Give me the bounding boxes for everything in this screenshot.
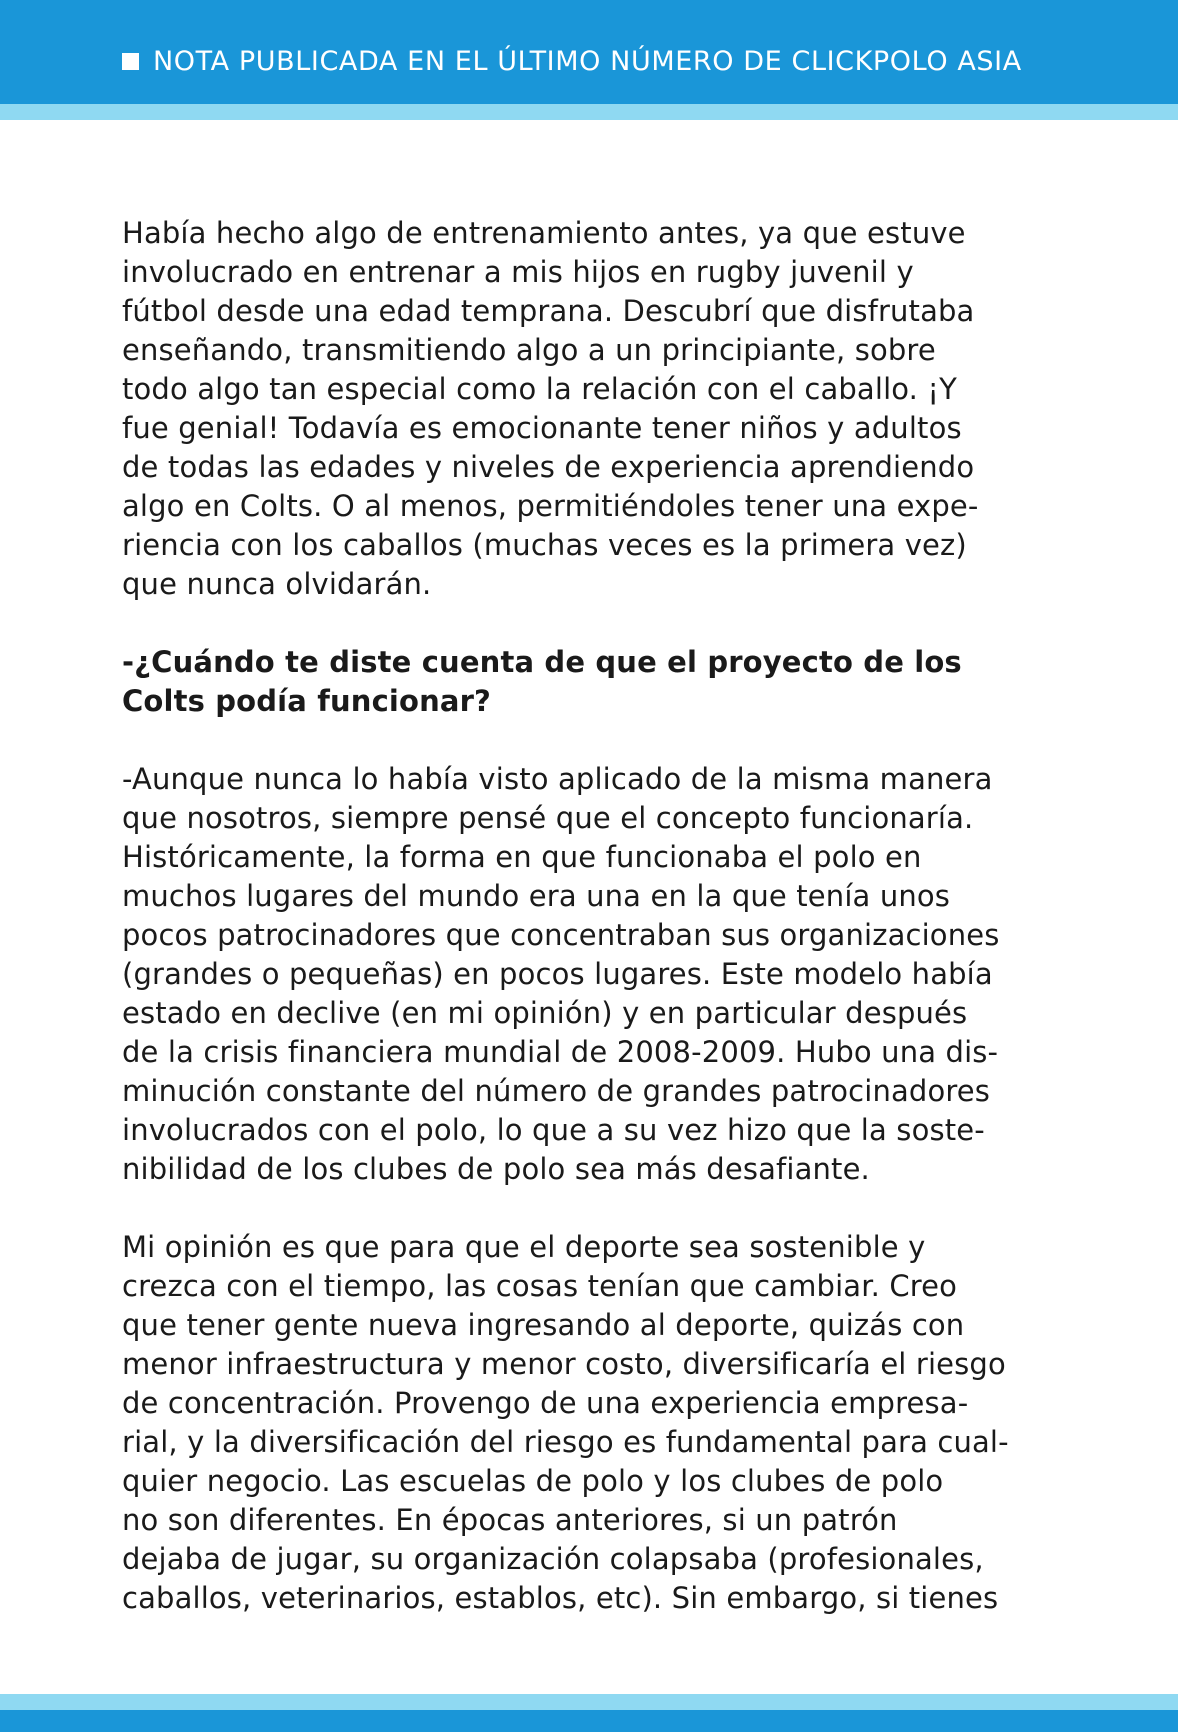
text-line: menor infraestructura y menor costo, diversificaría el riesgo [122,1347,1006,1381]
text-line: de concentración. Provengo de una experiencia empresa- [122,1386,969,1420]
text-line: Históricamente, la forma en que funcionaba el polo en [122,840,922,874]
text-line: (grandes o pequeñas) en pocos lugares. Este modelo había [122,957,993,991]
footer-stripe [0,1694,1178,1710]
paragraph-3 [122,1228,1074,1618]
text-line: enseñando, transmitiendo algo a un principiante, sobre [122,333,936,367]
footer-bar [0,1710,1178,1732]
text-line: -Aunque nunca lo había visto aplicado de la misma manera [122,762,993,796]
article-body [122,214,1074,1657]
text-line: riencia con los caballos (muchas veces es la primera vez) [122,528,967,562]
square-bullet-icon [122,53,139,70]
text-line: involucrados con el polo, lo que a su vez hizo que la soste- [122,1113,985,1147]
text-line: caballos, veterinarios, establos, etc). Sin embargo, si tienes [122,1581,999,1615]
text-line: involucrado en entrenar a mis hijos en rugby juvenil y [122,255,914,289]
header [122,48,1022,75]
paragraph-1 [122,214,1074,604]
text-line: rial, y la diversificación del riesgo es fundamental para cual- [122,1425,1009,1459]
text-line: Colts podía funcionar? [122,684,492,718]
text-line: -¿Cuándo te diste cuenta de que el proyecto de los [122,645,962,679]
text-line: dejaba de jugar, su organización colapsaba (profesionales, [122,1542,984,1576]
text-line: estado en declive (en mi opinión) y en particular después [122,996,968,1030]
header-title: NOTA PUBLICADA EN EL ÚLTIMO NÚMERO DE CLICKPOLO ASIA [153,46,1022,77]
text-line: fue genial! Todavía es emocionante tener niños y adultos [122,411,962,445]
text-line: no son diferentes. En épocas anteriores, si un patrón [122,1503,898,1537]
text-line: que nunca olvidarán. [122,567,432,601]
text-line: pocos patrocinadores que concentraban sus organizaciones [122,918,1000,952]
text-line: algo en Colts. O al menos, permitiéndoles tener una expe- [122,489,979,523]
text-line: nibilidad de los clubes de polo sea más desafiante. [122,1152,870,1186]
text-line: quier negocio. Las escuelas de polo y los clubes de polo [122,1464,944,1498]
text-line: que tener gente nueva ingresando al deporte, quizás con [122,1308,965,1342]
text-line: de todas las edades y niveles de experiencia aprendiendo [122,450,975,484]
text-line: muchos lugares del mundo era una en la que tenía unos [122,879,951,913]
text-line: Había hecho algo de entrenamiento antes, ya que estuve [122,216,966,250]
interview-question [122,643,1074,721]
paragraph-2 [122,760,1074,1189]
text-line: fútbol desde una edad temprana. Descubrí que disfrutaba [122,294,975,328]
text-line: minución constante del número de grandes patrocinadores [122,1074,991,1108]
text-line: todo algo tan especial como la relación con el caballo. ¡Y [122,372,958,406]
text-line: que nosotros, siempre pensé que el concepto funcionaría. [122,801,974,835]
header-stripe [0,104,1178,120]
text-line: Mi opinión es que para que el deporte sea sostenible y [122,1230,926,1264]
text-line: de la crisis financiera mundial de 2008-2009. Hubo una dis- [122,1035,999,1069]
text-line: crezca con el tiempo, las cosas tenían que cambiar. Creo [122,1269,958,1303]
